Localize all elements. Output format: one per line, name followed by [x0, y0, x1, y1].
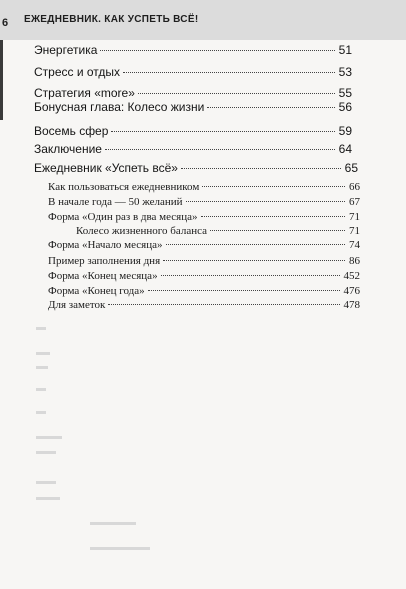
show-through-mark: [36, 352, 50, 355]
show-through-mark: [36, 327, 46, 330]
toc-entry-title: Ежедневник «Успеть всё»: [34, 161, 178, 175]
toc-entry-page: 51: [338, 43, 352, 57]
toc-subentry-page: 478: [343, 299, 360, 311]
leader-dots: [123, 72, 335, 73]
toc-subentry: [48, 181, 360, 193]
toc-subentry-page: 71: [349, 225, 360, 237]
toc-subentry: [48, 211, 360, 223]
leader-dots: [161, 275, 340, 276]
leader-dots: [105, 149, 335, 150]
toc-subentry-title: Для заметок: [48, 299, 106, 311]
show-through-mark: [36, 497, 60, 500]
leader-dots: [202, 186, 345, 187]
toc-entry-page: 55: [338, 86, 352, 100]
toc-subentry-page: 476: [343, 285, 360, 297]
toc-subentry: [48, 285, 360, 297]
toc-entry-page: 65: [344, 161, 358, 175]
toc-subentry-title: Форма «Конец месяца»: [48, 270, 158, 282]
toc-subentry: [48, 299, 360, 311]
toc-subentry-title: Пример заполнения дня: [48, 255, 161, 267]
toc-subentry: [48, 255, 360, 267]
leader-dots: [108, 304, 339, 305]
toc-subentry-page: 71: [349, 211, 360, 223]
leader-dots: [186, 201, 345, 202]
toc-entry: [34, 100, 352, 114]
toc-entry-page: 53: [338, 65, 352, 79]
toc-subentry-title: Форма «Конец года»: [48, 285, 145, 297]
leader-dots: [166, 244, 345, 245]
toc-entry-title: Заключение: [34, 142, 102, 156]
toc-entry-page: 56: [338, 100, 352, 114]
toc-entry: [34, 161, 358, 175]
toc-entry-title: Энергетика: [34, 43, 98, 57]
toc-subentry: [48, 239, 360, 251]
toc-subentry-title: Форма «Начало месяца»: [48, 239, 163, 251]
leader-dots: [207, 107, 334, 108]
leader-dots: [210, 230, 345, 231]
toc-entry-page: 64: [338, 142, 352, 156]
leader-dots: [163, 260, 345, 261]
show-through-mark: [36, 481, 56, 484]
toc-entry: [34, 65, 352, 79]
toc-entry: [34, 142, 352, 156]
toc-subentry-title: Форма «Один раз в два месяца»: [48, 211, 198, 223]
leader-dots: [181, 168, 341, 169]
toc-entry-title: Стратегия «more»: [34, 86, 135, 100]
show-through-mark: [36, 366, 48, 369]
leader-dots: [138, 93, 335, 94]
page-number: 6: [1, 17, 9, 29]
toc-subentry-page: 452: [343, 270, 360, 282]
toc-subentry: [76, 225, 360, 237]
show-through-mark: [36, 388, 46, 391]
toc-entry: [34, 43, 352, 57]
toc-subentry-page: 67: [349, 196, 360, 208]
show-through-mark: [36, 451, 56, 454]
toc-subentry-title: В начале года — 50 желаний: [48, 196, 183, 208]
toc-entry-title: Стресс и отдых: [34, 65, 121, 79]
show-through-mark: [90, 522, 136, 525]
toc-subentry: [48, 270, 360, 282]
running-head-title: ЕЖЕДНЕВНИК. КАК УСПЕТЬ ВСЁ!: [24, 14, 199, 25]
toc-entry: [34, 86, 352, 100]
toc-entry-page: 59: [338, 124, 352, 138]
toc-subentry: [48, 196, 360, 208]
toc-subentry-page: 66: [349, 181, 360, 193]
leader-dots: [201, 216, 346, 217]
toc-entry-title: Восемь сфер: [34, 124, 109, 138]
show-through-mark: [36, 436, 62, 439]
toc-subentry-title: Как пользоваться ежедневником: [48, 181, 200, 193]
show-through-mark: [90, 547, 150, 550]
toc-subentry-page: 86: [349, 255, 360, 267]
toc-subentry-title: Колесо жизненного баланса: [76, 225, 208, 237]
leader-dots: [148, 290, 340, 291]
toc-subentry-page: 74: [349, 239, 360, 251]
leader-dots: [111, 131, 334, 132]
toc-entry: [34, 124, 352, 138]
leader-dots: [100, 50, 334, 51]
toc-entry-title: Бонусная глава: Колесо жизни: [34, 100, 205, 114]
show-through-mark: [36, 411, 46, 414]
